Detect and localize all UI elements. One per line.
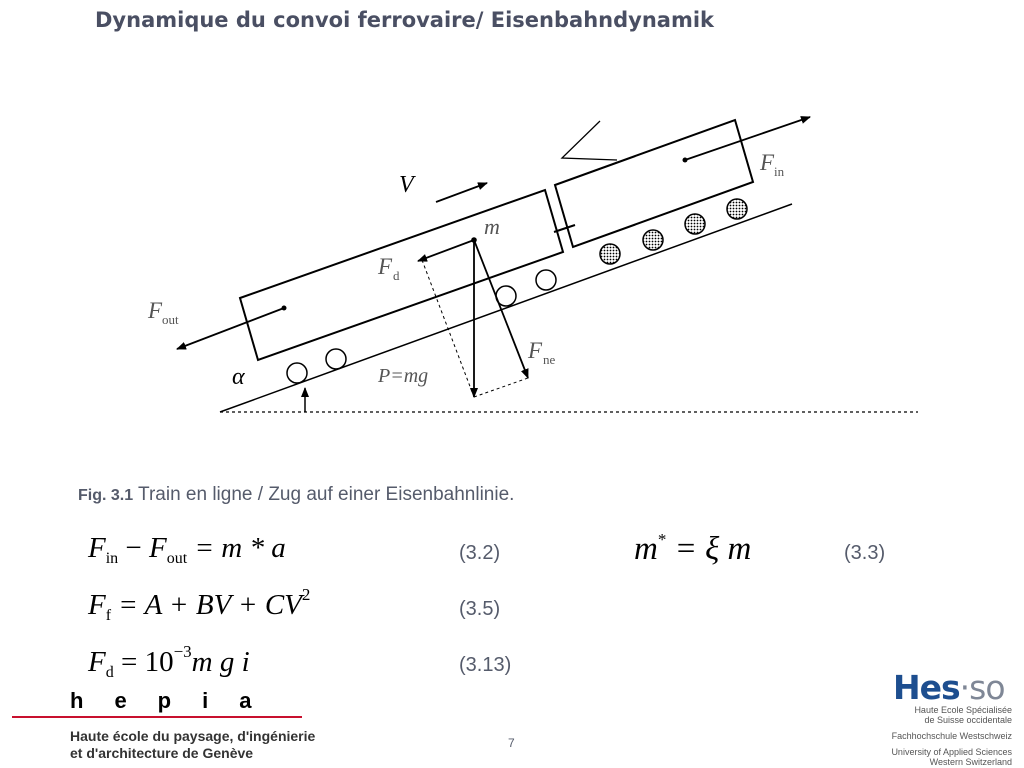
wheel-hatched [600, 244, 620, 264]
page-number: 7 [508, 736, 515, 750]
hes-so-logo: Hes·so [893, 668, 1005, 707]
label-force-ne-sub: ne [543, 352, 556, 367]
wheel [287, 363, 307, 383]
wheel [536, 270, 556, 290]
wheel-hatched [727, 199, 747, 219]
incline-line [220, 204, 792, 412]
wagon-rear [555, 120, 753, 247]
label-force-out: F [148, 298, 163, 323]
caption-text: Train en ligne / Zug auf einer Eisenbahnlinie. [133, 484, 515, 505]
hes-so-names: Haute Ecole Spécialisée de Suisse occidentale Fachhochschule Westschweiz University of Applied Sciences Western Switzerland [891, 705, 1012, 767]
force-ne-arrow [474, 240, 528, 378]
force-out-arrow [177, 308, 284, 349]
wheel-hatched [643, 230, 663, 250]
wagon-front [240, 190, 563, 360]
hepia-logo: hepia [70, 688, 283, 713]
label-force-d-sub: d [393, 268, 400, 283]
force-d-arrow [418, 240, 474, 261]
label-force-out-sub: out [162, 312, 179, 327]
equation-number-3-3: (3.3) [844, 542, 886, 564]
projection-dashed [474, 378, 528, 397]
label-force-ne: F [528, 338, 543, 363]
logo-divider [12, 716, 302, 718]
projection-dashed [422, 260, 474, 397]
label-force-in: F [760, 150, 775, 175]
slide-title: Dynamique du convoi ferrovaire/ Eisenbahndynamik [95, 8, 714, 32]
label-force-in-sub: in [774, 164, 785, 179]
equation-3-3: m* = ξ m [634, 530, 752, 567]
equation-3-5: $F_f = A$ + BV + $CV^2$ [88, 585, 311, 624]
label-mass: m [484, 214, 500, 239]
label-alpha: α [232, 364, 245, 390]
hepia-name: Haute école du paysage, d'ingénierie et d'architecture de Genève [70, 728, 316, 761]
pantograph [562, 121, 617, 160]
wheel [326, 349, 346, 369]
equation-number-3-13: (3.13) [459, 654, 512, 676]
label-force-d: F [378, 254, 393, 279]
wheel-hatched [685, 214, 705, 234]
figure-caption [78, 484, 514, 506]
equation-number-3-5: (3.5) [459, 598, 501, 620]
force-in-arrow [685, 117, 810, 160]
caption-prefix: Fig. 3.1 [78, 487, 134, 504]
equation-number-3-2: (3.2) [459, 542, 501, 564]
equation-3-2: $F_{in} - F_{out} = m * a$ [88, 532, 286, 567]
label-velocity: V [399, 172, 414, 198]
velocity-arrow [436, 183, 487, 202]
equation-3-13: $F_d = 10^{-3}m$ g i [88, 642, 250, 681]
label-weight: P=mg [378, 365, 429, 387]
